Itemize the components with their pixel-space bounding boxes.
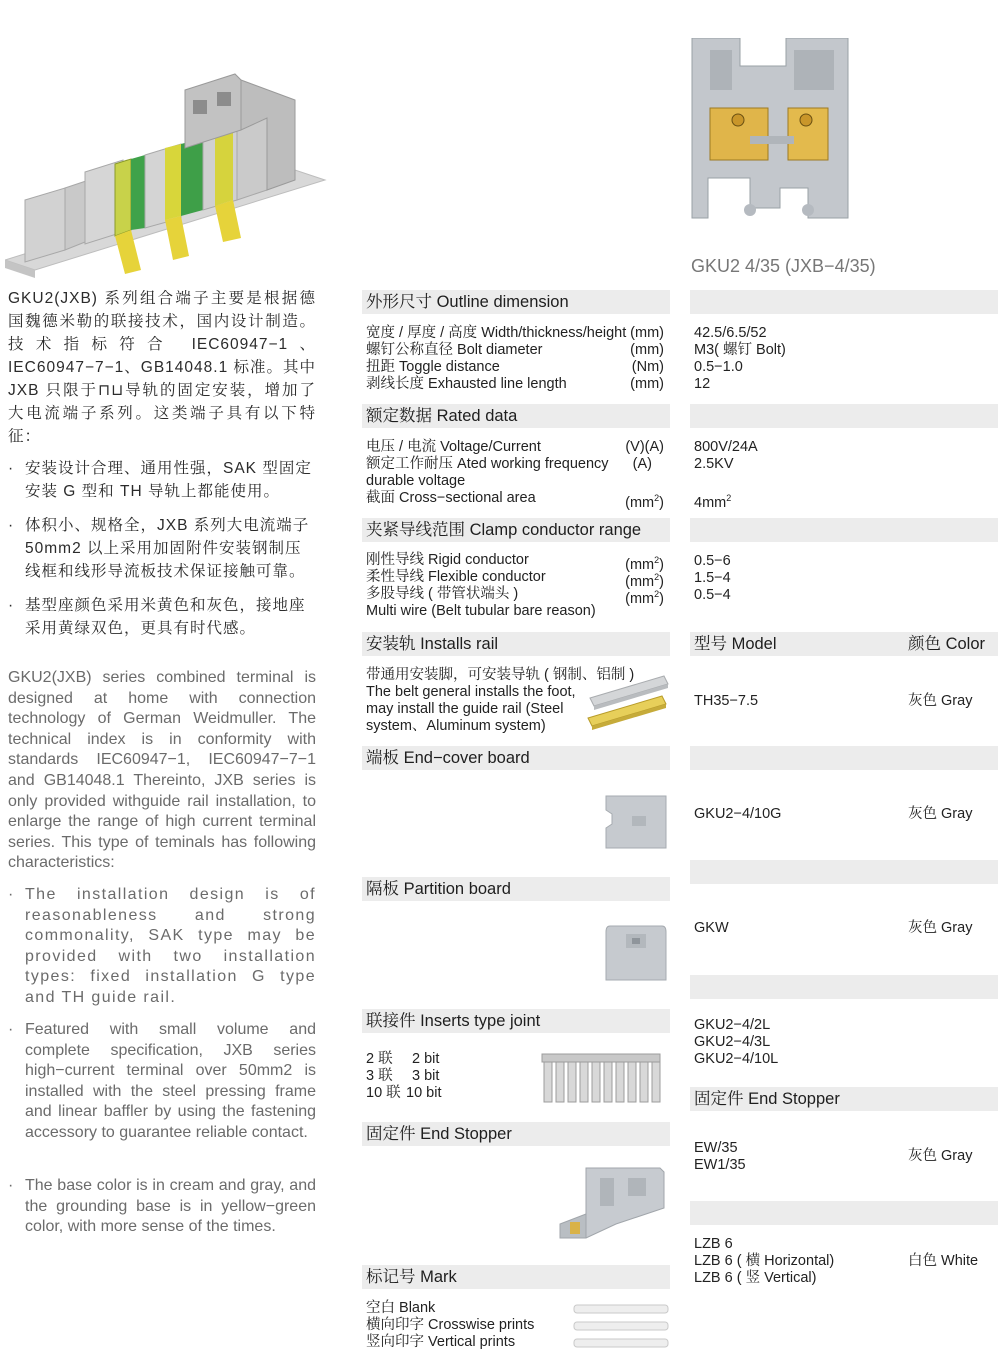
- end-cover-model: GKU2−4/10G: [694, 806, 782, 822]
- en-bullet-3: [8, 1176, 316, 1262]
- rail-color: 灰色 Gray: [908, 693, 973, 709]
- row-label: 3 联: [366, 1068, 393, 1084]
- cn-bullet-text: 基型座颜色采用米黄色和灰色，接地座采用黄绿双色，更具有时代感。: [25, 597, 306, 637]
- clamp-row-3: [366, 586, 664, 607]
- row-label: 宽度 / 厚度 / 高度 Width/thickness/height: [366, 325, 627, 341]
- model-column-header: [690, 632, 998, 656]
- end-cover-color: 灰色 Gray: [908, 806, 973, 822]
- outline-row-1: [366, 325, 664, 342]
- mark-line-2: 横向印字 Crosswise prints: [366, 1317, 535, 1333]
- inserts-row-3: [366, 1085, 486, 1102]
- mark-header: 标记号 Mark: [362, 1265, 670, 1289]
- product-caption: GKU2 4/35 (JXB−4/35): [691, 256, 876, 276]
- row-label: 10 联: [366, 1085, 401, 1101]
- row-unit: (mm): [630, 376, 664, 392]
- row-unit: 2 bit: [412, 1051, 440, 1067]
- row-unit: 10 bit: [406, 1085, 442, 1101]
- terminal-gku2-4-35-image: [690, 38, 870, 228]
- bullet-mark: ·: [8, 1021, 14, 1038]
- row-unit: (Nm): [631, 359, 664, 375]
- row-unit: (mm): [630, 325, 664, 341]
- rail-desc-4: system、Aluminum system): [366, 718, 546, 734]
- inserts-row-1: [366, 1051, 486, 1068]
- row-unit: (V)(A): [625, 439, 664, 455]
- bullet-mark: ·: [8, 1177, 14, 1194]
- model-header-label: 型号 Model: [694, 635, 777, 653]
- mark-color: 白色 White: [908, 1253, 979, 1269]
- intro-en-paragraph: GKU2(JXB) series combined terminal is designed at home with connection technology of German Weidmuller. The technical index is in conformity with standards IEC60947−1, IEC60947−7−1 and GB14048.1 Thereinto, JXB series is only provided withguide rail installation, to enlarge the range of high current terminal series. This type of teminals has following characteristics:: [8, 669, 316, 872]
- outline-value-1: 42.5/6.5/52: [694, 325, 767, 341]
- mark-line-1: 空白 Blank: [366, 1300, 436, 1316]
- end-cover-board-image: [604, 794, 668, 850]
- inserts-model-3: GKU2−4/10L: [694, 1051, 779, 1067]
- clamp-value-1: 0.5−6: [694, 553, 731, 569]
- stopper-color: 灰色 Gray: [908, 1148, 973, 1164]
- row-label: 剥线长度 Exhausted line length: [366, 376, 567, 392]
- outline-right-bar: [690, 290, 998, 314]
- bullet-mark: ·: [8, 460, 15, 477]
- rated-row-4: [366, 490, 664, 511]
- clamp-value-2: 1.5−4: [694, 570, 731, 586]
- outline-header: 外形尺寸 Outline dimension: [362, 290, 670, 314]
- stopper-model-2: EW1/35: [694, 1157, 746, 1173]
- inserts-joint-image: [538, 1050, 664, 1106]
- row-unit: 3 bit: [412, 1068, 440, 1084]
- cn-bullet-1: [8, 457, 316, 503]
- row-label: 柔性导线 Flexible conductor: [366, 569, 546, 585]
- rated-row-1: [366, 439, 664, 456]
- cn-bullet-text: 体积小、规格全，JXB 系列大电流端子 50mm2 以上采用加固附件安装钢制压线框和线形导流板技术保证接触可靠。: [25, 517, 310, 580]
- rated-row-3: [366, 473, 664, 490]
- row-unit: $(mm^2)$: [625, 589, 664, 607]
- row-unit: (mm): [630, 342, 664, 358]
- row-unit: $(mm^2)$: [625, 493, 664, 511]
- end-cover-right-bar: [690, 746, 998, 770]
- row-unit: $(mm^2)$: [625, 572, 664, 590]
- clamp-value-3: 0.5−4: [694, 587, 731, 603]
- partition-right-bar-2: [690, 975, 998, 999]
- inserts-model-1: GKU2−4/2L: [694, 1017, 771, 1033]
- clamp-row-4: [366, 603, 664, 620]
- mark-model-1: LZB 6: [694, 1236, 733, 1252]
- rail-desc-3: may install the guide rail (Steel: [366, 701, 564, 717]
- bullet-mark: ·: [8, 597, 15, 614]
- row-label: 截面 Cross−sectional area: [366, 490, 536, 506]
- inserts-row-2: [366, 1068, 486, 1085]
- rail-model: TH35−7.5: [694, 693, 759, 709]
- partition-right-bar: [690, 860, 998, 884]
- terminal-block-assembly-image: [5, 60, 335, 280]
- en-bullet-text: The installation design is of reasonableness and strong commonality, SAK type may be provided with two installation types: fixed installation G type and TH guide rail.: [25, 886, 316, 1006]
- color-header-label: 颜色 Color: [908, 635, 986, 653]
- din-rail-image: [586, 672, 670, 732]
- en-bullet-2: [8, 1020, 316, 1166]
- rated-header: 额定数据 Rated data: [362, 404, 670, 428]
- partition-header: 隔板 Partition board: [362, 877, 670, 901]
- clamp-right-bar: [690, 518, 998, 542]
- row-label: durable voltage: [366, 473, 466, 489]
- mark-model-3: LZB 6 ( 竖 Vertical): [694, 1270, 817, 1286]
- clamp-row-2: [366, 569, 664, 590]
- stopper-header: 固定件 End Stopper: [362, 1122, 670, 1146]
- row-label: 电压 / 电流 Voltage/Current: [366, 439, 541, 455]
- outline-value-4: 12: [694, 376, 711, 392]
- inserts-model-2: GKU2−4/3L: [694, 1034, 771, 1050]
- row-label: 2 联: [366, 1051, 393, 1067]
- row-unit: (A): [632, 456, 652, 472]
- rated-right-bar: [690, 404, 998, 428]
- rated-value-4: $4mm^2$: [694, 493, 732, 511]
- outline-row-2: [366, 342, 664, 359]
- cn-bullet-2: [8, 514, 316, 584]
- rated-value-1: 800V/24A: [694, 439, 758, 455]
- end-stopper-image: [556, 1164, 668, 1240]
- stopper-right-header: 固定件 End Stopper: [690, 1087, 998, 1111]
- inserts-header: 联接件 Inserts type joint: [362, 1009, 670, 1033]
- row-label: 螺钉公称直径 Bolt diameter: [366, 342, 543, 358]
- row-label: 刚性导线 Rigid conductor: [366, 552, 529, 568]
- clamp-header: 夹紧导线范围 Clamp conductor range: [362, 518, 670, 542]
- outline-row-3: [366, 359, 664, 376]
- intro-cn-paragraph: GKU2(JXB) 系列组合端子主要是根据德国魏德米勒的联接技术，国内设计制造。技术指标符合 IEC60947−1、IEC60947−7−1、GB14048.1 标准。其中 JXB 只限于⊓⊔导轨的固定安装，增加了大电流端子系列。这类端子具有以下特征：: [8, 290, 317, 445]
- marker-strip-image: [572, 1303, 670, 1349]
- cn-bullet-3: [8, 594, 316, 640]
- rated-row-2: [366, 456, 664, 473]
- mark-model-2: LZB 6 ( 横 Horizontal): [694, 1253, 835, 1269]
- mark-line-3: 竖向印字 Vertical prints: [366, 1334, 516, 1350]
- partition-model: GKW: [694, 920, 729, 936]
- bullet-mark: ·: [8, 886, 14, 903]
- cn-bullet-text: 安装设计合理、通用性强，SAK 型固定安装 G 型和 TH 导轨上都能使用。: [25, 460, 312, 500]
- row-label: Multi wire (Belt tubular bare reason): [366, 603, 596, 619]
- rated-value-2: 2.5KV: [694, 456, 734, 472]
- row-label: 多股导线 ( 带管状端头 ): [366, 586, 519, 602]
- en-bullet-text: The base color is in cream and gray, and the grounding base is in yellow−green color, with more sense of the times.: [25, 1177, 316, 1236]
- rail-header: 安装轨 Installs rail: [362, 632, 670, 656]
- mark-right-bar: [690, 1201, 998, 1225]
- row-label: 额定工作耐压 Ated working frequency: [366, 456, 609, 472]
- end-cover-header: 端板 End−cover board: [362, 746, 670, 770]
- outline-row-4: [366, 376, 664, 393]
- bullet-mark: ·: [8, 517, 15, 534]
- row-unit: $(mm^2)$: [625, 555, 664, 573]
- row-label: 扭距 Toggle distance: [366, 359, 500, 375]
- en-bullet-text: Featured with small volume and complete specification, JXB series high−current terminal over 50mm2 is installed with the steel pressing frame and linear baffler by using the fastening accessory to guarantee reliable contact.: [25, 1021, 316, 1141]
- partition-board-image: [604, 924, 668, 982]
- rail-desc-2: The belt general installs the foot,: [366, 684, 576, 700]
- outline-value-3: 0.5−1.0: [694, 359, 743, 375]
- outline-value-2: M3( 螺钉 Bolt): [694, 342, 786, 358]
- rail-desc-1: 带通用安装脚，可安装导轨 ( 钢制、铝制 ): [366, 667, 635, 683]
- en-bullet-1: [8, 885, 316, 1011]
- clamp-row-1: [366, 552, 664, 573]
- partition-color: 灰色 Gray: [908, 920, 973, 936]
- stopper-model-1: EW/35: [694, 1140, 738, 1156]
